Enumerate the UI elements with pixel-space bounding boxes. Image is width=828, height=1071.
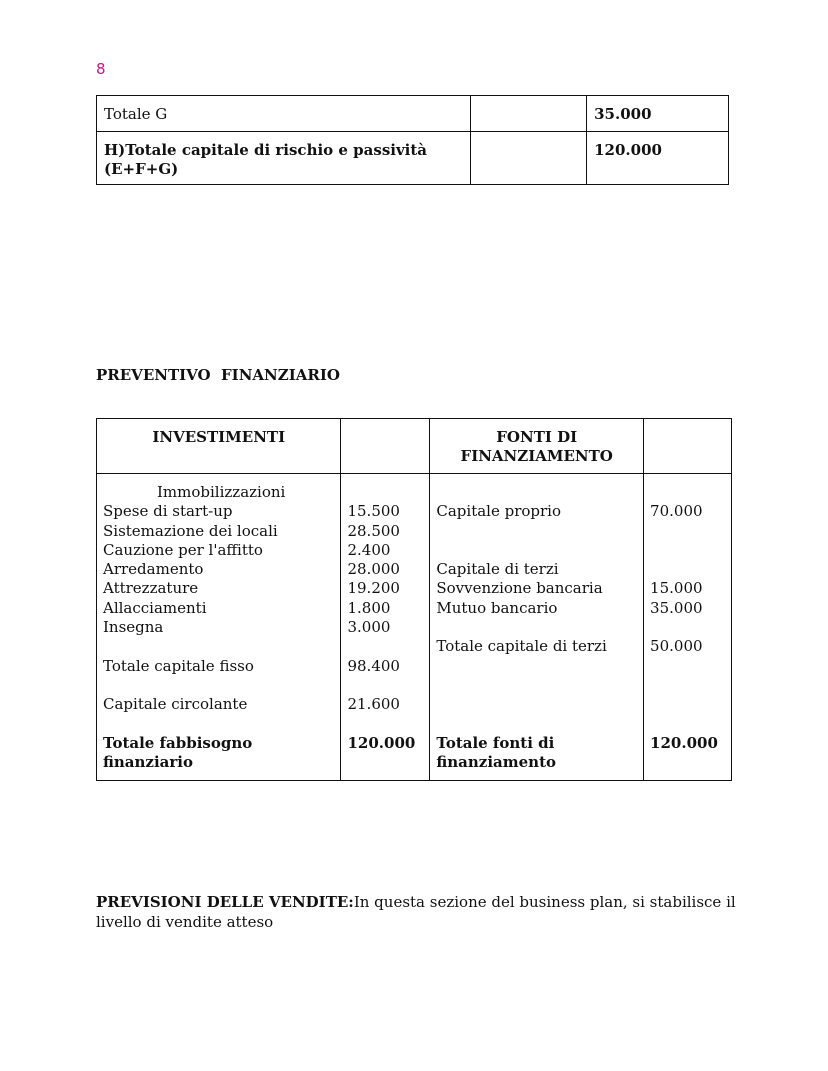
item-label: Insegna: [103, 618, 164, 637]
circolante-value: 21.600: [347, 695, 400, 714]
row-middle: [471, 96, 587, 132]
mutuo-label: Mutuo bancario: [436, 598, 558, 617]
table-row: [97, 96, 729, 132]
row-label: H)Totale capitale di rischio e passività (E+F+G): [97, 132, 471, 185]
totale-fonti-value: 120.000: [650, 733, 718, 752]
table-row: [97, 132, 729, 185]
totale-fonti-label-1: Totale fonti di: [436, 733, 555, 752]
capitale-proprio-label: Capitale proprio: [436, 502, 562, 521]
row-label: Totale G: [97, 96, 471, 132]
capital-liabilities-table: [96, 95, 729, 185]
item-value: 2.400: [347, 540, 391, 559]
mutuo-value: 35.000: [650, 598, 703, 617]
header-investimenti: INVESTIMENTI: [97, 419, 341, 474]
fonti-values: [644, 474, 732, 781]
totale-terzi-label: Totale capitale di terzi: [436, 637, 607, 656]
table-body-row: [97, 474, 732, 781]
totale-fonti-label-2: finanziamento: [436, 753, 557, 772]
investimenti-labels: [97, 474, 341, 781]
circolante-label: Capitale circolante: [103, 695, 248, 714]
sales-forecast-paragraph: [96, 892, 736, 932]
row-value: 120.000: [587, 132, 729, 185]
row-value: 35.000: [587, 96, 729, 132]
financial-plan-table: [96, 418, 732, 781]
header-fonti-line1: FONTI DI: [496, 428, 578, 446]
item-value: 1.800: [347, 598, 391, 617]
totale-fisso-label: Totale capitale fisso: [103, 656, 254, 675]
item-label: Spese di start-up: [103, 502, 233, 521]
totale-fabbisogno-value: 120.000: [347, 733, 416, 752]
table-header-row: [97, 419, 732, 474]
item-value: 28.000: [347, 560, 400, 579]
item-label: Cauzione per l'affitto: [103, 540, 263, 559]
totale-terzi-value: 50.000: [650, 637, 703, 656]
sovvenzione-label: Sovvenzione bancaria: [436, 579, 603, 598]
immobilizzazioni-subheading: Immobilizzazioni: [157, 483, 286, 501]
item-value: 28.500: [347, 521, 400, 540]
item-value: 15.500: [347, 502, 400, 521]
page-number: 8: [96, 60, 106, 78]
header-fonti-line2: FINANZIAMENTO: [460, 447, 613, 465]
totale-fabbisogno-label-2: finanziario: [103, 753, 193, 772]
sales-forecast-text: In questa sezione del business plan, si stabilisce il livello di vendite atteso: [96, 893, 736, 931]
totale-fabbisogno-label-1: Totale fabbisogno: [103, 733, 253, 752]
header-empty: [644, 419, 732, 474]
capitale-proprio-value: 70.000: [650, 502, 703, 521]
section-title: PREVENTIVO FINANZIARIO: [96, 366, 340, 384]
item-value: 3.000: [347, 618, 391, 637]
item-value: 19.200: [347, 579, 400, 598]
fonti-labels: [430, 474, 644, 781]
sovvenzione-value: 15.000: [650, 579, 703, 598]
header-fonti: [430, 419, 644, 474]
header-empty: [341, 419, 430, 474]
totale-fisso-value: 98.400: [347, 656, 400, 675]
item-label: Allacciamenti: [103, 598, 207, 617]
item-label: Attrezzature: [103, 579, 199, 598]
sales-forecast-heading: PREVISIONI DELLE VENDITE:: [96, 893, 354, 911]
investimenti-values: [341, 474, 430, 781]
capitale-terzi-label: Capitale di terzi: [436, 560, 559, 579]
item-label: Arredamento: [103, 560, 204, 579]
row-middle: [471, 132, 587, 185]
item-label: Sistemazione dei locali: [103, 521, 278, 540]
